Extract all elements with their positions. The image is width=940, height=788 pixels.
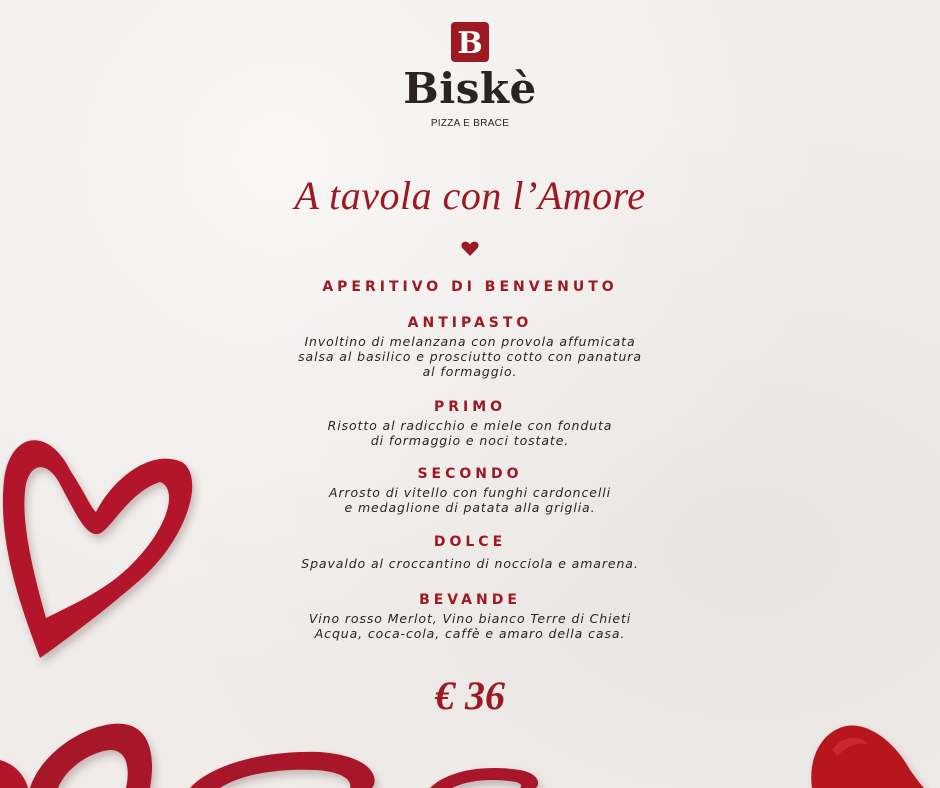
svg-text:B: B xyxy=(457,26,483,61)
course-description: Arrosto di vitello con funghi cardoncelli e medaglione di patata alla griglia. xyxy=(329,485,611,515)
brand-logo xyxy=(0,22,940,130)
course-secondo xyxy=(250,465,690,515)
course-bevande xyxy=(250,591,690,641)
course-aperitivo xyxy=(250,278,690,296)
course-description: Involtino di melanzana con provola affumicata salsa al basilico e prosciutto cotto con panatura al formaggio. xyxy=(298,334,642,379)
course-title: BEVANDE xyxy=(419,592,521,608)
course-title: APERITIVO DI BENVENUTO xyxy=(322,279,618,295)
brand-tagline: PIZZA E BRACE xyxy=(430,118,510,129)
brand-mark-icon xyxy=(451,22,489,62)
course-title: SECONDO xyxy=(417,466,523,482)
course-title: ANTIPASTO xyxy=(407,315,533,331)
menu-title: A tavola con l’Amore xyxy=(294,173,646,218)
course-description: Spavaldo al croccantino di nocciola e amarena. xyxy=(301,556,639,571)
course-title: DOLCE xyxy=(433,534,507,550)
menu-courses xyxy=(250,278,690,641)
course-description: Vino rosso Merlot, Vino bianco Terre di Chieti Acqua, coca-cola, caffè e amaro della casa. xyxy=(308,611,632,641)
heart-icon xyxy=(461,241,479,256)
course-dolce xyxy=(250,533,690,571)
menu-price: € 36 xyxy=(435,673,505,718)
brand-name: Biskè xyxy=(403,64,537,113)
course-primo xyxy=(250,398,690,448)
course-antipasto xyxy=(250,314,690,379)
course-title: PRIMO xyxy=(433,399,507,415)
course-description: Risotto al radicchio e miele con fonduta di formaggio e noci tostate. xyxy=(327,418,613,448)
